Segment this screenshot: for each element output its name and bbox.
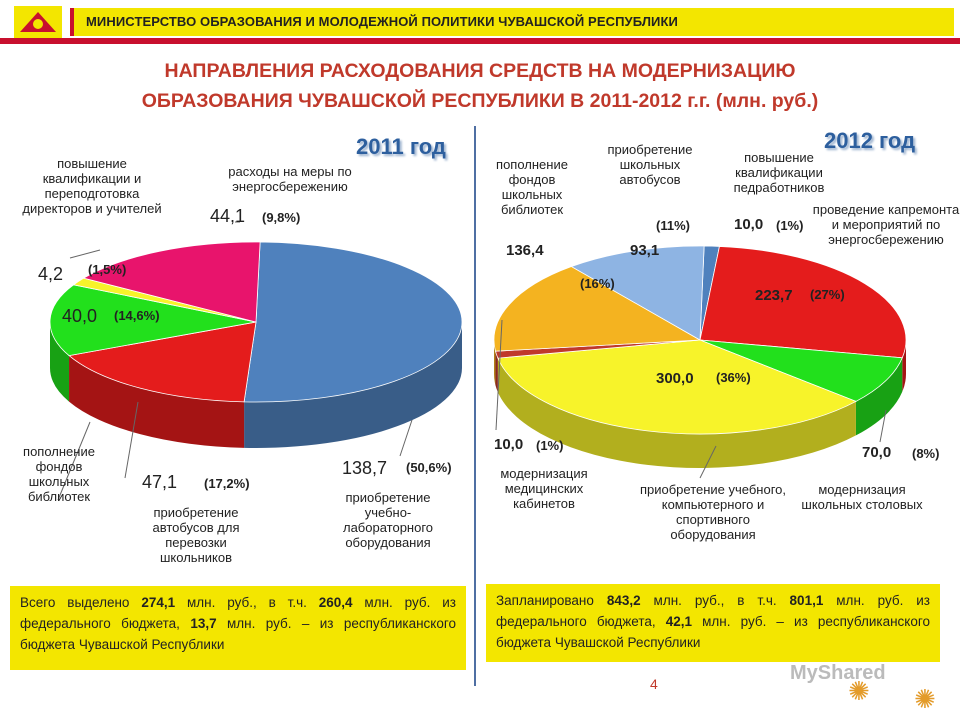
summary-2012-text-3: млн. руб. из федерального бюджета,	[496, 593, 930, 629]
value-2012-canteens: 70,0	[862, 444, 892, 461]
value-2012-qualification: 10,0	[734, 216, 764, 233]
value-2012-equipment: 300,0	[656, 370, 694, 387]
summary-2012-box	[486, 584, 940, 662]
label-2012-equipment: приобретение учебного, компьютерного и спортивного оборудования	[639, 482, 787, 542]
leader-line-3	[400, 420, 412, 456]
label-2011-energy: расходы на меры по энергосбережению	[228, 164, 352, 194]
year-2011-label: 2011 год	[356, 134, 446, 159]
label-2012-libraries: пополнение фондов школьных библиотек	[496, 157, 568, 217]
summary-2012-text-2: млн. руб., в т.ч.	[640, 593, 790, 608]
pct-2011-libraries: (14,6%)	[114, 308, 160, 323]
value-2011-buses: 47,1	[142, 472, 178, 492]
label-2012-medical: модернизация медицинских кабинетов	[500, 466, 588, 511]
summary-2011-text-4: млн. руб. – из республиканского бюджета Чувашской Республики	[20, 616, 456, 652]
value-2012-repair: 223,7	[755, 287, 793, 304]
watermark: MyShared	[790, 662, 886, 684]
label-2011-qualification: повышение квалификации и переподготовка директоров и учителей	[22, 156, 162, 216]
pct-2012-qualification: (1%)	[776, 218, 804, 233]
summary-2011-box	[10, 586, 466, 670]
pct-2012-repair: (27%)	[810, 287, 845, 302]
page-number: 4	[650, 676, 658, 692]
value-2012-buses: 93,1	[630, 242, 660, 259]
title-line-1: НАПРАВЛЕНИЯ РАСХОДОВАНИЯ СРЕДСТВ НА МОДЕРНИЗАЦИЮ	[164, 60, 796, 82]
label-2011-buses: приобретение автобусов для перевозки школьников	[152, 505, 240, 565]
summary-2011-text-2: млн. руб., в т.ч.	[175, 595, 319, 610]
label-2011-libraries: пополнение фондов школьных библиотек	[23, 444, 95, 504]
summary-2011-federal: 260,4	[318, 595, 353, 610]
summary-2012-republic: 42,1	[665, 614, 693, 629]
pct-2012-canteens: (8%)	[912, 446, 940, 461]
leader-line-0	[70, 250, 100, 258]
star-icon: ✺	[914, 684, 936, 714]
value-2011-lab: 138,7	[342, 458, 388, 478]
year-2012-label: 2012 год	[824, 128, 916, 153]
title-line-2: ОБРАЗОВАНИЯ ЧУВАШСКОЙ РЕСПУБЛИКИ В 2011-2012 г.г. (млн. руб.)	[141, 90, 819, 112]
value-2012-libraries: 136,4	[506, 242, 544, 259]
summary-2011-text-1: Всего выделено	[20, 595, 142, 610]
summary-2012-text-1: Запланировано	[496, 593, 607, 608]
label-2012-canteens: модернизация школьных столовых	[801, 482, 923, 512]
pie-slice-2012-1	[700, 246, 906, 357]
summary-2011-republic: 13,7	[190, 616, 217, 631]
pct-2011-lab: (50,6%)	[406, 460, 452, 475]
summary-2012-total: 843,2	[606, 593, 641, 608]
label-2012-repair: проведение капремонта и мероприятий по энергосбережению	[812, 202, 960, 247]
value-2011-libraries: 40,0	[62, 306, 98, 326]
pct-2011-qualification: (9,8%)	[262, 210, 301, 225]
summary-2011-text-3: млн. руб. из федерального бюджета,	[20, 595, 456, 631]
pct-2012-buses: (11%)	[656, 218, 690, 233]
pct-2012-equipment: (36%)	[716, 370, 751, 385]
pct-2011-energy: (1,5%)	[88, 262, 127, 277]
label-2012-qualification: повышение квалификации педработников	[733, 150, 825, 195]
summary-2012-text-4: млн. руб. – из республиканского бюджета Чувашской Республики	[496, 614, 930, 650]
label-2012-buses: приобретение школьных автобусов	[607, 142, 693, 187]
pct-2011-buses: (17,2%)	[204, 476, 250, 491]
summary-2011-total: 274,1	[141, 595, 176, 610]
label-2011-lab: приобретение учебно-лабораторного оборудования	[342, 490, 434, 550]
pie-2012	[494, 246, 906, 468]
value-2011-energy: 4,2	[38, 264, 64, 284]
value-2012-medical: 10,0	[494, 436, 524, 453]
pct-2012-libraries: (16%)	[580, 276, 615, 291]
pct-2012-medical: (1%)	[536, 438, 564, 453]
header-org-text: МИНИСТЕРСТВО ОБРАЗОВАНИЯ И МОЛОДЕЖНОЙ ПОЛИТИКИ ЧУВАШСКОЙ РЕСПУБЛИКИ	[86, 14, 678, 29]
star-icon: ✺	[848, 676, 870, 706]
summary-2012-federal: 801,1	[789, 593, 824, 608]
value-2011-qualification: 44,1	[210, 206, 246, 226]
